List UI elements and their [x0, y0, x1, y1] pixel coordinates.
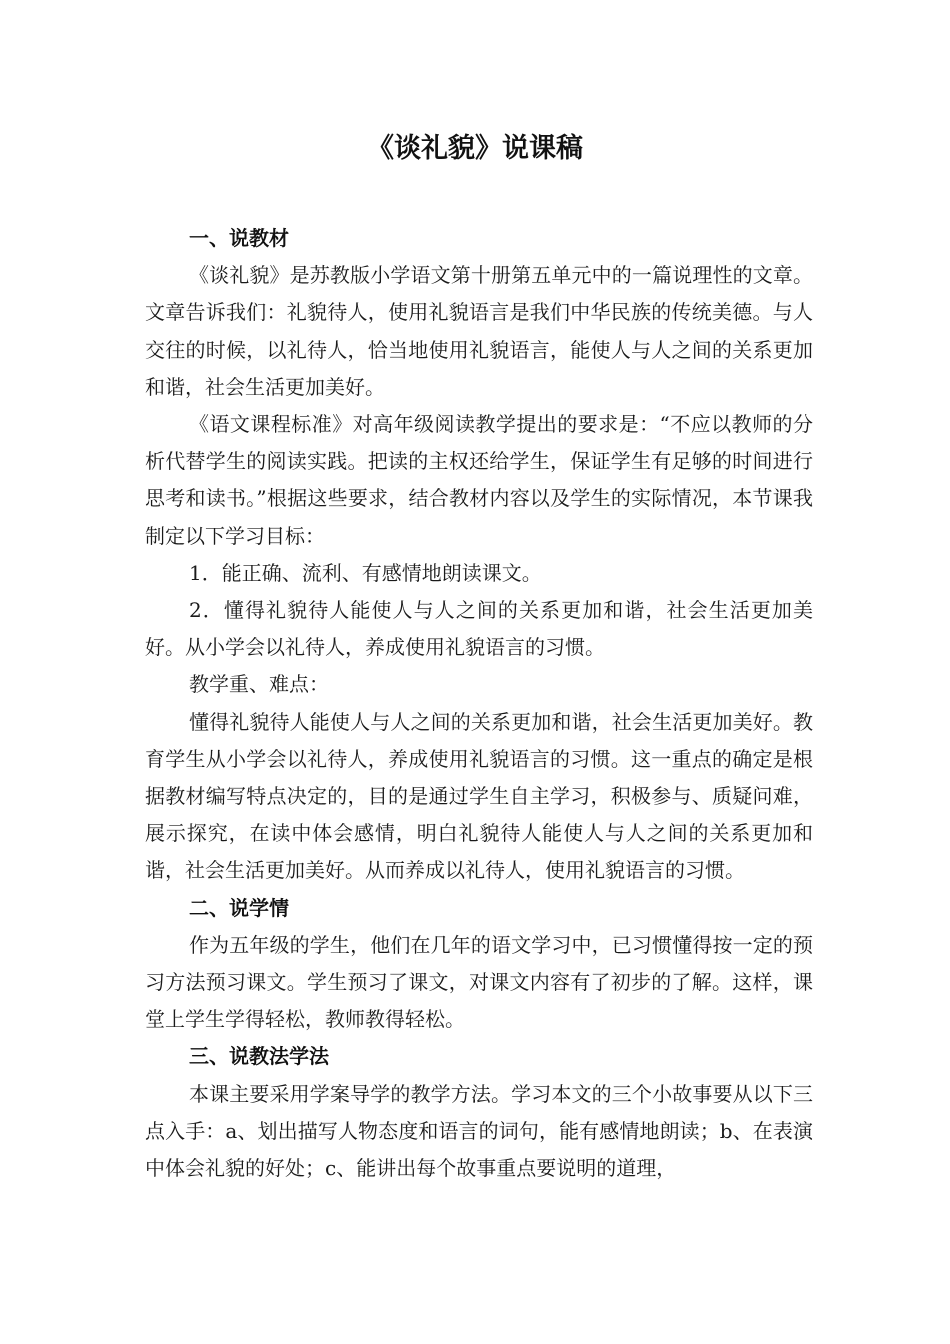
section-heading-methods: 三、说教法学法 [189, 1044, 329, 1069]
goal-item-2: 2．懂得礼貌待人能使人与人之间的关系更加和谐，社会生活更加美好。从小学会以礼待人，养成使用礼貌语言的习惯。 [145, 598, 813, 660]
paragraph: 懂得礼貌待人能使人与人之间的关系更加和谐，社会生活更加美好。教育学生从小学会以礼待人，养成使用礼貌语言的习惯。这一重点的确定是根据教材编写特点决定的，目的是通过学生自主学习，积极参与、质疑问难，展示探究，在读中体会感情，明白礼貌待人能使人与人之间的关系更加和谐，社会生活更加美好。从而养成以礼待人，使用礼貌语言的习惯。 [145, 709, 813, 883]
paragraph: 本课主要采用学案导学的教学方法。学习本文的三个小故事要从以下三点入手：a、划出描写人物态度和语言的词句，能有感情地朗读；b、在表演中体会礼貌的好处；c、能讲出每个故事重点要说明的道理， [145, 1081, 813, 1181]
section-heading-students: 二、说学情 [189, 895, 289, 920]
document-body [145, 220, 813, 1187]
section-heading-materials: 一、说教材 [189, 226, 289, 250]
paragraph: 《语文课程标准》对高年级阅读教学提出的要求是：“不应以教师的分析代替学生的阅读实践。把读的主权还给学生，保证学生有足够的时间进行思考和读书。”根据这些要求，结合教材内容以及学生的实际情况，本节课我制定以下学习目标： [145, 412, 813, 548]
goal-item-1: 1．能正确、流利、有感情地朗读课文。 [189, 560, 542, 585]
key-points-label: 教学重、难点： [189, 672, 329, 697]
document-title: 《谈礼貌》说课稿 [367, 133, 583, 164]
paragraph: 作为五年级的学生，他们在几年的语文学习中，已习惯懂得按一定的预习方法预习课文。学生预习了课文，对课文内容有了初步的了解。这样，课堂上学生学得轻松，教师教得轻松。 [145, 932, 813, 1032]
paragraph: 《谈礼貌》是苏教版小学语文第十册第五单元中的一篇说理性的文章。文章告诉我们：礼貌待人，使用礼貌语言是我们中华民族的传统美德。与人交往的时候，以礼待人，恰当地使用礼貌语言，能使人与人之间的关系更加和谐，社会生活更加美好。 [145, 263, 813, 399]
